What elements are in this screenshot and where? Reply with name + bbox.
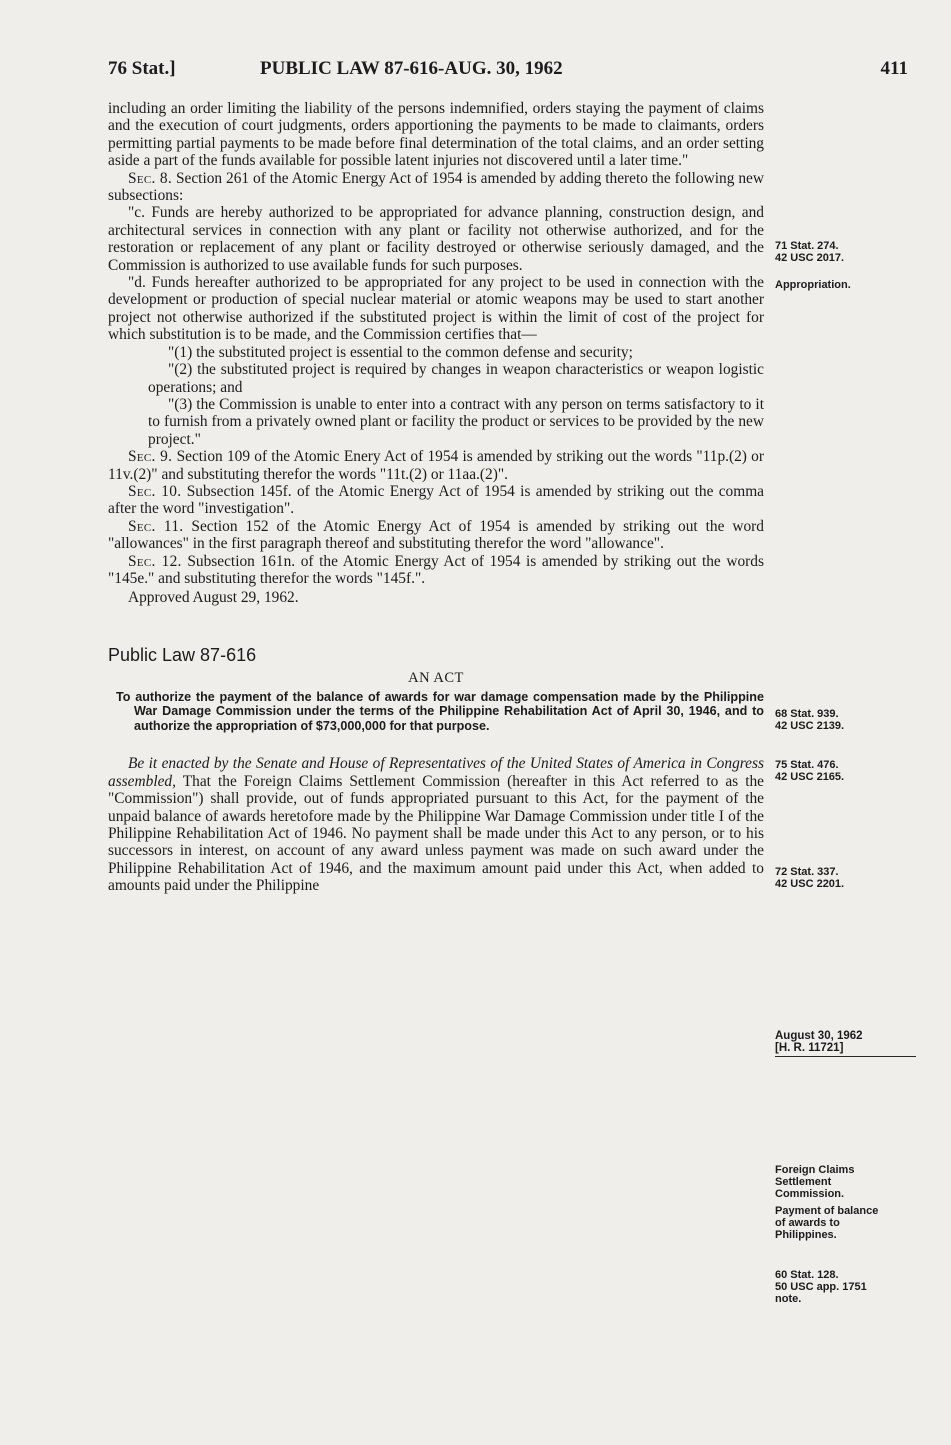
bill-number: [H. R. 11721] [775,1042,844,1054]
page-header [108,58,908,82]
citation-line: 42 USC 2017. [775,252,845,264]
page-number: 411 [880,58,908,79]
margin-note-payment: Payment of balance of awards to Philippines. [775,1205,879,1241]
section-10 [108,483,764,518]
date-line: August 30, 1962 [775,1030,863,1042]
section-label: Sec. 10. [128,482,182,500]
approval-date: Approved August 29, 1962. [128,589,299,607]
section-text: Section 152 of the Atomic Energy Act of 1954 is amended by striking out the word "allowances" in the first paragraph thereof and substituting therefor the word "allowance". [108,517,764,553]
section-9 [108,448,764,483]
citation-line: 75 Stat. 476. [775,759,839,771]
margin-note-citation [775,866,915,890]
running-title: PUBLIC LAW 87-616-AUG. 30, 1962 [260,58,563,79]
section-label: Sec. 12. [128,552,182,570]
public-law-title: Public Law 87-616 [108,644,257,665]
section-text: Subsection 161n. of the Atomic Energy Act of 1954 is amended by striking out the words "145e." and substituting therefor the words "145f.". [108,552,764,587]
enacting-formula: Be it enacted by the Senate and House of Representatives of the United States of America in Congress assembled, [108,755,764,790]
margin-note-citation [775,240,915,264]
section-text: Subsection 145f. of the Atomic Energy Act of 1954 is amended by striking out the comma after the word "investigation". [108,482,764,518]
margin-note-foreign-claims: Foreign Claims Settlement Commission. [775,1164,855,1200]
margin-note-citation [775,708,915,732]
citation-line: 71 Stat. 274. [775,240,839,252]
citation-line: 42 USC 2139. [775,720,845,732]
act-purpose: To authorize the payment of the balance of awards for war damage compensation made by the Philippine War Damage Commission under the terms of the Philippine Rehabilitation Act of April 30, 1946, and to authorize the appropriation of $73,000,000 for that purpose. [116,689,764,733]
an-act-heading: AN ACT [408,670,464,687]
section-label: Sec. 9. [128,448,173,466]
margin-note-date [775,1030,915,1054]
section-11 [108,518,764,553]
citation-line: 68 Stat. 939. [775,708,839,720]
citation-line: 72 Stat. 337. [775,866,839,878]
citation-line: 42 USC 2201. [775,878,845,890]
citation-line: 42 USC 2165. [775,771,845,783]
clause-2: "(2) the substituted project is required by changes in weapon characteristics or weapon logistic operations; and [148,361,764,396]
margin-note-citation [775,1269,875,1305]
section-8 [108,170,764,205]
section-text: Section 109 of the Atomic Enery Act of 1954 is amended by striking out the words "11p.(2) or 11v.(2)" and substituting therefor the words "11t.(2) or 11aa.(2)". [108,448,764,483]
divider-line [775,1056,916,1057]
volume-reference: 76 Stat.] [108,58,176,79]
clause-1: "(1) the substituted project is essential to the common defense and security; [168,343,633,361]
section-12 [108,553,764,588]
subsection-d: "d. Funds hereafter authorized to be appropriated for any project to be used in connection with the development or production of special nuclear material or atomic weapons may be used to start another project not otherwise authorized if the substituted project is within the limit of cost of the project for which substitution is to be made, and the Commission certifies that— [108,274,764,344]
section-label: Sec. 8. [128,169,173,187]
clause-3: "(3) the Commission is unable to enter into a contract with any person on terms satisfactory to it to furnish from a privately owned plant or facility the product or services to be provided by the new project." [148,395,764,448]
margin-note-citation [775,759,915,783]
subsection-c: "c. Funds are hereby authorized to be appropriated for advance planning, construction design, and architectural services in connection with any plant or facility not otherwise authorized, and for the restoration or replacement of any plant or facility destroyed or otherwise seriously damaged, and the Commission is authorized to use available funds for such purposes. [108,204,764,274]
citation-line: 60 Stat. 128. [775,1269,839,1281]
citation-line: 50 USC app. 1751 note. [775,1281,867,1305]
enacting-text: That the Foreign Claims Settlement Commission (hereafter in this Act referred to as the "Commission") shall provide, out of funds appropriated pursuant to this Act, for the payment of the unpaid balance of awards heretofore made by the Philippine War Damage Commission under title I of the Philippine Rehabilitation Act of 1946. No payment shall be made under this Act to any person, or to his successors in interest, on account of any award unless payment was made on such award under the Philippine Rehabilitation Act of 1946, and the maximum amount paid under this Act, when added to amounts paid under the Philippine [108,772,764,895]
margin-note-appropriation: Appropriation. [775,279,851,291]
section-label: Sec. 11. [128,517,184,535]
section-text: Section 261 of the Atomic Energy Act of 1954 is amended by adding thereto the following new subsections: [108,169,764,205]
paragraph-continuation: including an order limiting the liability of the persons indemnified, orders staying the payment of claims and the execution of court judgments, orders apportioning the payments to be made to claimants, orders permitting partial payments to be made before final determination of the total claims, and an order setting aside a part of the funds available for possible latent injuries not discovered until a later time." [108,100,764,170]
enacting-clause [108,755,764,894]
body-text [108,100,764,895]
